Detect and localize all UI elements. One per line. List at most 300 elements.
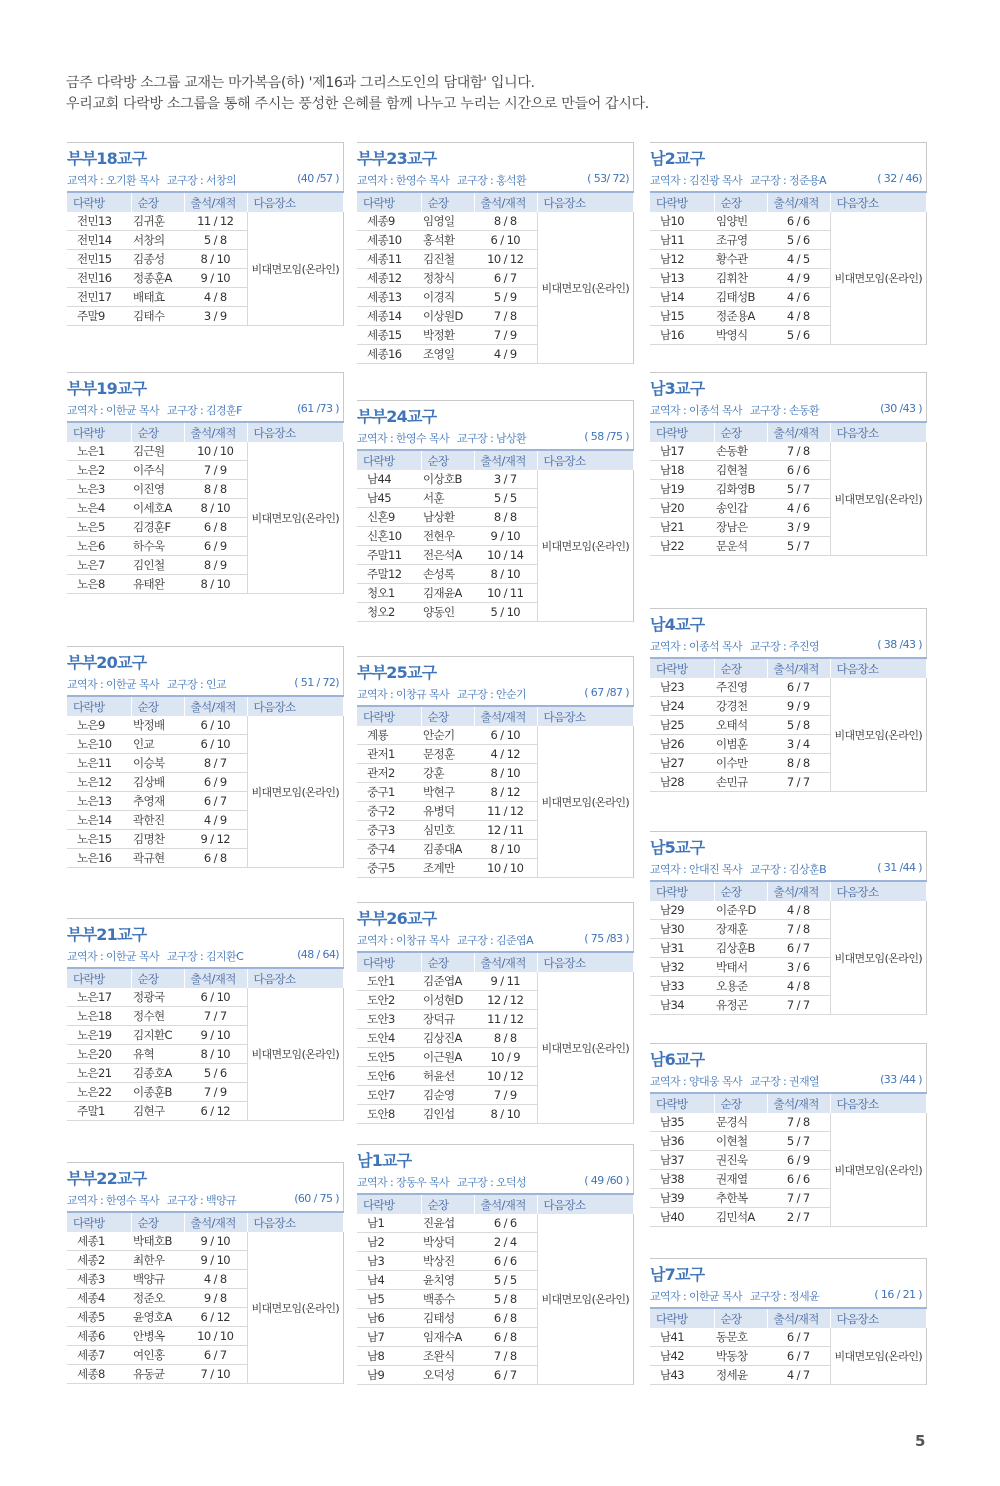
room-cell: 남16: [650, 326, 714, 345]
leader-cell: 이준우D: [714, 901, 767, 920]
attendance-cell: 7 / 7: [184, 1007, 247, 1026]
room-cell: 남23: [650, 678, 714, 697]
leader-cell: 전은석A: [421, 546, 474, 565]
column-header: 순장: [714, 422, 767, 442]
room-cell: 남44: [357, 470, 421, 489]
leader-label: 교구장 : 김지환C: [167, 950, 244, 963]
pastor-label: 교역자 : 김진광 목사: [650, 174, 743, 187]
attendance-summary: (48 / 64): [297, 948, 339, 961]
leader-cell: 정준용A: [714, 307, 767, 326]
district-info: [357, 172, 633, 191]
attendance-cell: 4 / 6: [767, 499, 830, 518]
attendance-cell: 8 / 8: [184, 480, 247, 499]
attendance-cell: 5 / 10: [474, 603, 537, 622]
column-header: 다음장소: [537, 450, 633, 470]
attendance-cell: 5 / 7: [767, 480, 830, 499]
next-place-cell: 비대면모임(온라인): [830, 442, 926, 556]
column-header: 다음장소: [247, 192, 343, 212]
attendance-cell: 3 / 9: [184, 307, 247, 326]
leader-cell: 인교: [131, 735, 184, 754]
attendance-cell: 5 / 6: [767, 326, 830, 345]
column-header: 순장: [421, 450, 474, 470]
leader-cell: 김종성: [131, 250, 184, 269]
district-group: [357, 656, 634, 878]
column-header: 다락방: [357, 706, 421, 726]
attendance-cell: 4 / 9: [474, 345, 537, 364]
attendance-cell: 8 / 10: [474, 1105, 537, 1124]
table-row: [650, 212, 926, 231]
next-place-cell: 비대면모임(온라인): [247, 212, 343, 326]
leader-cell: 이상원D: [421, 307, 474, 326]
leader-cell: 손동환: [714, 442, 767, 461]
room-cell: 세종7: [67, 1346, 131, 1365]
room-cell: 남42: [650, 1347, 714, 1366]
column-header: 순장: [131, 1212, 184, 1232]
attendance-cell: 9 / 9: [767, 697, 830, 716]
district-table: [650, 657, 927, 792]
room-cell: 세종1: [67, 1232, 131, 1251]
leader-cell: 김민석A: [714, 1208, 767, 1227]
room-cell: 남4: [357, 1271, 421, 1290]
room-cell: 세종2: [67, 1251, 131, 1270]
room-cell: 남32: [650, 958, 714, 977]
attendance-cell: 6 / 7: [184, 1346, 247, 1365]
room-cell: 세종11: [357, 250, 421, 269]
table-row: [650, 442, 926, 461]
column-header: 다락방: [67, 422, 131, 442]
district-title: 부부20교구: [67, 653, 147, 672]
next-place-cell: 비대면모임(온라인): [247, 716, 343, 868]
district-group: [650, 1043, 927, 1227]
district-group: [357, 902, 634, 1124]
table-row: [67, 988, 343, 1007]
room-cell: 남27: [650, 754, 714, 773]
attendance-cell: 8 / 10: [184, 499, 247, 518]
attendance-cell: 8 / 8: [474, 1029, 537, 1048]
leader-cell: 박정배: [131, 716, 184, 735]
attendance-cell: 6 / 7: [767, 939, 830, 958]
intro-line-2: 우리교회 다락방 소그룹을 통해 주시는 풍성한 은혜를 함께 나누고 누리는 시간으로 만들어 갑시다.: [66, 96, 649, 112]
column-header: 출석/재적: [184, 968, 247, 988]
next-place-cell: 비대면모임(온라인): [537, 212, 633, 364]
leader-cell: 권재열: [714, 1170, 767, 1189]
attendance-cell: 6 / 6: [767, 1170, 830, 1189]
attendance-cell: 6 / 8: [184, 849, 247, 868]
attendance-cell: 4 / 5: [767, 250, 830, 269]
attendance-summary: (40 /57 ): [297, 172, 339, 185]
room-cell: 노은2: [67, 461, 131, 480]
attendance-cell: 11 / 12: [474, 1010, 537, 1029]
room-cell: 남17: [650, 442, 714, 461]
attendance-cell: 4 / 8: [767, 307, 830, 326]
leader-cell: 유태완: [131, 575, 184, 594]
leader-cell: 조규영: [714, 231, 767, 250]
leader-cell: 오태석: [714, 716, 767, 735]
column-header: 순장: [421, 952, 474, 972]
room-cell: 전민17: [67, 288, 131, 307]
district-info: [67, 676, 343, 695]
room-cell: 남8: [357, 1347, 421, 1366]
column-header: 출석/재적: [767, 658, 830, 678]
attendance-cell: 8 / 8: [767, 754, 830, 773]
attendance-cell: 8 / 10: [184, 250, 247, 269]
leader-cell: 손성록: [421, 565, 474, 584]
district-title: 부부18교구: [67, 149, 147, 168]
room-cell: 남37: [650, 1151, 714, 1170]
column-header: 다락방: [357, 192, 421, 212]
column-header: 다음장소: [537, 192, 633, 212]
attendance-cell: 9 / 8: [184, 1289, 247, 1308]
district-info: [650, 861, 926, 880]
column-header: 출석/재적: [474, 706, 537, 726]
attendance-cell: 9 / 11: [474, 972, 537, 991]
district-title: 부부26교구: [357, 909, 437, 928]
leader-cell: 임영일: [421, 212, 474, 231]
leader-cell: 이상호B: [421, 470, 474, 489]
room-cell: 도안8: [357, 1105, 421, 1124]
room-cell: 노은11: [67, 754, 131, 773]
column-header: 출석/재적: [474, 1194, 537, 1214]
table-row: [650, 678, 926, 697]
district-table: [67, 695, 344, 868]
column-header: 다락방: [650, 658, 714, 678]
attendance-cell: 3 / 6: [767, 958, 830, 977]
room-cell: 남7: [357, 1328, 421, 1347]
attendance-cell: 8 / 10: [474, 764, 537, 783]
leader-cell: 이범훈: [714, 735, 767, 754]
leader-cell: 박현구: [421, 783, 474, 802]
attendance-cell: 5 / 5: [474, 1271, 537, 1290]
leader-cell: 서훈: [421, 489, 474, 508]
leader-cell: 박상덕: [421, 1233, 474, 1252]
leader-cell: 곽한진: [131, 811, 184, 830]
district-info: [357, 686, 633, 705]
district-title: 남7교구: [650, 1265, 705, 1284]
district-group: [67, 372, 344, 594]
room-cell: 남35: [650, 1113, 714, 1132]
room-cell: 세종12: [357, 269, 421, 288]
attendance-cell: 5 / 8: [767, 716, 830, 735]
next-place-cell: 비대면모임(온라인): [830, 212, 926, 345]
district-table: [67, 1211, 344, 1384]
attendance-cell: 5 / 8: [184, 231, 247, 250]
attendance-summary: ( 58 /75 ): [584, 430, 629, 443]
leader-cell: 김태성: [421, 1309, 474, 1328]
attendance-summary: ( 67 /87 ): [584, 686, 629, 699]
room-cell: 계룡: [357, 726, 421, 745]
room-cell: 청오1: [357, 584, 421, 603]
attendance-summary: ( 53/ 72): [587, 172, 629, 185]
room-cell: 남20: [650, 499, 714, 518]
attendance-cell: 7 / 10: [184, 1365, 247, 1384]
leader-cell: 주진영: [714, 678, 767, 697]
attendance-cell: 4 / 9: [184, 811, 247, 830]
leader-cell: 추영재: [131, 792, 184, 811]
district-group: [67, 918, 344, 1121]
table-row: [650, 901, 926, 920]
leader-cell: 이승북: [131, 754, 184, 773]
district-title: 남5교구: [650, 838, 705, 857]
attendance-summary: (30 /43 ): [880, 402, 922, 415]
leader-label: 교구장 : 홍석환: [457, 174, 527, 187]
attendance-cell: 8 / 12: [474, 783, 537, 802]
leader-cell: 배태효: [131, 288, 184, 307]
attendance-cell: 8 / 7: [184, 754, 247, 773]
room-cell: 중구4: [357, 840, 421, 859]
attendance-summary: ( 16 / 21 ): [874, 1288, 922, 1301]
room-cell: 노은14: [67, 811, 131, 830]
leader-label: 교구장 : 백양규: [167, 1194, 237, 1207]
pastor-label: 교역자 : 양대웅 목사: [650, 1075, 743, 1088]
attendance-cell: 6 / 10: [184, 735, 247, 754]
leader-cell: 이세호A: [131, 499, 184, 518]
room-cell: 도안1: [357, 972, 421, 991]
district-title: 부부25교구: [357, 663, 437, 682]
leader-cell: 이현철: [714, 1132, 767, 1151]
attendance-cell: 6 / 7: [474, 1366, 537, 1385]
leader-cell: 이성현D: [421, 991, 474, 1010]
column-header: 다음장소: [537, 952, 633, 972]
next-place-cell: 비대면모임(온라인): [830, 1113, 926, 1227]
leader-cell: 박동창: [714, 1347, 767, 1366]
room-cell: 관저1: [357, 745, 421, 764]
intro-line-1: 금주 다락방 소그룹 교재는 마가복음(하) '제16과 그리스도인의 담대함' 입니다.: [66, 75, 535, 91]
column-header: 다음장소: [830, 1093, 926, 1113]
attendance-cell: 4 / 8: [767, 901, 830, 920]
leader-cell: 김지환C: [131, 1026, 184, 1045]
district-title: 남6교구: [650, 1050, 705, 1069]
leader-cell: 유동균: [131, 1365, 184, 1384]
attendance-cell: 9 / 10: [184, 1026, 247, 1045]
leader-cell: 임재수A: [421, 1328, 474, 1347]
column-header: 출석/재적: [474, 952, 537, 972]
attendance-cell: 5 / 6: [767, 231, 830, 250]
attendance-cell: 7 / 8: [474, 307, 537, 326]
column-header: 출석/재적: [474, 192, 537, 212]
district-table: [357, 449, 634, 622]
room-cell: 도안5: [357, 1048, 421, 1067]
room-cell: 노은3: [67, 480, 131, 499]
district-table: [650, 191, 927, 345]
attendance-cell: 11 / 12: [184, 212, 247, 231]
room-cell: 남39: [650, 1189, 714, 1208]
next-place-cell: 비대면모임(온라인): [537, 726, 633, 878]
room-cell: 남33: [650, 977, 714, 996]
attendance-cell: 7 / 9: [474, 326, 537, 345]
attendance-cell: 5 / 8: [474, 1290, 537, 1309]
attendance-cell: 6 / 12: [184, 1308, 247, 1327]
attendance-cell: 9 / 10: [184, 1232, 247, 1251]
pastor-label: 교역자 : 이한균 목사: [650, 1290, 743, 1303]
room-cell: 세종13: [357, 288, 421, 307]
attendance-cell: 9 / 10: [474, 527, 537, 546]
room-cell: 남14: [650, 288, 714, 307]
attendance-cell: 6 / 7: [767, 1347, 830, 1366]
table-row: [357, 726, 633, 745]
attendance-cell: 6 / 6: [474, 1214, 537, 1233]
leader-cell: 백양규: [131, 1270, 184, 1289]
district-group: [650, 831, 927, 1015]
column-header: 다음장소: [830, 422, 926, 442]
leader-cell: 김종호A: [131, 1064, 184, 1083]
leader-label: 교구장 : 정세윤: [750, 1290, 820, 1303]
column-header: 다음장소: [247, 968, 343, 988]
leader-cell: 김태성B: [714, 288, 767, 307]
attendance-cell: 9 / 12: [184, 830, 247, 849]
leader-cell: 이경직: [421, 288, 474, 307]
column-header: 다락방: [67, 696, 131, 716]
column-header: 순장: [421, 192, 474, 212]
attendance-cell: 7 / 9: [184, 1083, 247, 1102]
column-header: 다음장소: [247, 696, 343, 716]
room-cell: 남43: [650, 1366, 714, 1385]
district-title: 남4교구: [650, 615, 705, 634]
attendance-cell: 6 / 6: [767, 461, 830, 480]
attendance-cell: 6 / 6: [767, 212, 830, 231]
district-group: [650, 1258, 927, 1385]
room-cell: 남3: [357, 1252, 421, 1271]
leader-cell: 조영일: [421, 345, 474, 364]
table-row: [357, 972, 633, 991]
leader-cell: 동문호: [714, 1328, 767, 1347]
attendance-cell: 3 / 7: [474, 470, 537, 489]
pastor-label: 교역자 : 이창규 목사: [357, 934, 450, 947]
room-cell: 중구1: [357, 783, 421, 802]
pastor-label: 교역자 : 오기환 목사: [67, 174, 160, 187]
leader-label: 교구장 : 김상훈B: [750, 863, 827, 876]
attendance-cell: 10 / 10: [184, 1327, 247, 1346]
leader-cell: 김명찬: [131, 830, 184, 849]
district-title: 부부24교구: [357, 407, 437, 426]
attendance-cell: 4 / 8: [184, 1270, 247, 1289]
leader-cell: 권진욱: [714, 1151, 767, 1170]
column-header: 출석/재적: [767, 881, 830, 901]
column-header: 순장: [131, 696, 184, 716]
leader-cell: 정세윤: [714, 1366, 767, 1385]
district-title: 부부19교구: [67, 379, 147, 398]
room-cell: 노은7: [67, 556, 131, 575]
room-cell: 노은5: [67, 518, 131, 537]
leader-cell: 문운석: [714, 537, 767, 556]
attendance-cell: 10 / 9: [474, 1048, 537, 1067]
next-place-cell: 비대면모임(온라인): [247, 1232, 343, 1384]
attendance-cell: 8 / 10: [184, 575, 247, 594]
table-row: [650, 1328, 926, 1347]
room-cell: 세종6: [67, 1327, 131, 1346]
leader-cell: 안병옥: [131, 1327, 184, 1346]
leader-cell: 정종훈A: [131, 269, 184, 288]
district-table: [650, 880, 927, 1015]
district-title: 부부22교구: [67, 1169, 147, 1188]
room-cell: 노은4: [67, 499, 131, 518]
column-header: 다음장소: [830, 192, 926, 212]
leader-cell: 오용준: [714, 977, 767, 996]
room-cell: 남22: [650, 537, 714, 556]
next-place-cell: 비대면모임(온라인): [830, 678, 926, 792]
table-row: [357, 212, 633, 231]
leader-cell: 오덕성: [421, 1366, 474, 1385]
attendance-cell: 6 / 8: [184, 518, 247, 537]
leader-cell: 전현우: [421, 527, 474, 546]
leader-cell: 김화영B: [714, 480, 767, 499]
attendance-summary: ( 51 / 72): [294, 676, 339, 689]
attendance-summary: ( 75 /83 ): [584, 932, 629, 945]
leader-cell: 송인갑: [714, 499, 767, 518]
district-info: [650, 402, 926, 421]
district-group: [357, 400, 634, 622]
room-cell: 노은17: [67, 988, 131, 1007]
table-row: [357, 1214, 633, 1233]
leader-cell: 김태수: [131, 307, 184, 326]
attendance-cell: 6 / 10: [474, 231, 537, 250]
pastor-label: 교역자 : 이창규 목사: [357, 688, 450, 701]
attendance-cell: 8 / 10: [474, 565, 537, 584]
room-cell: 남26: [650, 735, 714, 754]
attendance-cell: 3 / 9: [767, 518, 830, 537]
next-place-cell: 비대면모임(온라인): [830, 1328, 926, 1385]
column-header: 다락방: [67, 192, 131, 212]
room-cell: 남31: [650, 939, 714, 958]
room-cell: 남13: [650, 269, 714, 288]
room-cell: 남34: [650, 996, 714, 1015]
column-header: 출석/재적: [767, 192, 830, 212]
column-header: 순장: [714, 192, 767, 212]
room-cell: 노은1: [67, 442, 131, 461]
attendance-cell: 2 / 7: [767, 1208, 830, 1227]
attendance-cell: 7 / 8: [767, 920, 830, 939]
column-header: 출석/재적: [474, 450, 537, 470]
column-header: 순장: [131, 192, 184, 212]
district-info: [357, 430, 633, 449]
leader-cell: 홍석환: [421, 231, 474, 250]
district-title: 남2교구: [650, 149, 705, 168]
room-cell: 남15: [650, 307, 714, 326]
room-cell: 신혼9: [357, 508, 421, 527]
room-cell: 세종8: [67, 1365, 131, 1384]
leader-label: 교구장 : 오덕성: [457, 1176, 527, 1189]
leader-cell: 박정환: [421, 326, 474, 345]
room-cell: 남25: [650, 716, 714, 735]
leader-cell: 서창의: [131, 231, 184, 250]
district-group: [67, 142, 344, 326]
leader-cell: 김인철: [131, 556, 184, 575]
room-cell: 노은8: [67, 575, 131, 594]
attendance-cell: 4 / 7: [767, 1366, 830, 1385]
district-table: [650, 1307, 927, 1385]
district-table: [650, 421, 927, 556]
column-header: 다음장소: [830, 658, 926, 678]
pastor-label: 교역자 : 이한균 목사: [67, 404, 160, 417]
pastor-label: 교역자 : 한영수 목사: [357, 174, 450, 187]
room-cell: 전민16: [67, 269, 131, 288]
room-cell: 주말11: [357, 546, 421, 565]
room-cell: 신혼10: [357, 527, 421, 546]
pastor-label: 교역자 : 안대진 목사: [650, 863, 743, 876]
district-info: [650, 1073, 926, 1092]
next-place-cell: 비대면모임(온라인): [537, 470, 633, 622]
column-header: 다음장소: [537, 706, 633, 726]
column-header: 다락방: [650, 422, 714, 442]
district-info: [67, 948, 343, 967]
district-info: [650, 172, 926, 191]
column-header: 출석/재적: [184, 422, 247, 442]
district-group: [650, 372, 927, 556]
leader-cell: 조계만: [421, 859, 474, 878]
district-group: [650, 142, 927, 345]
room-cell: 주말1: [67, 1102, 131, 1121]
room-cell: 노은15: [67, 830, 131, 849]
room-cell: 남5: [357, 1290, 421, 1309]
